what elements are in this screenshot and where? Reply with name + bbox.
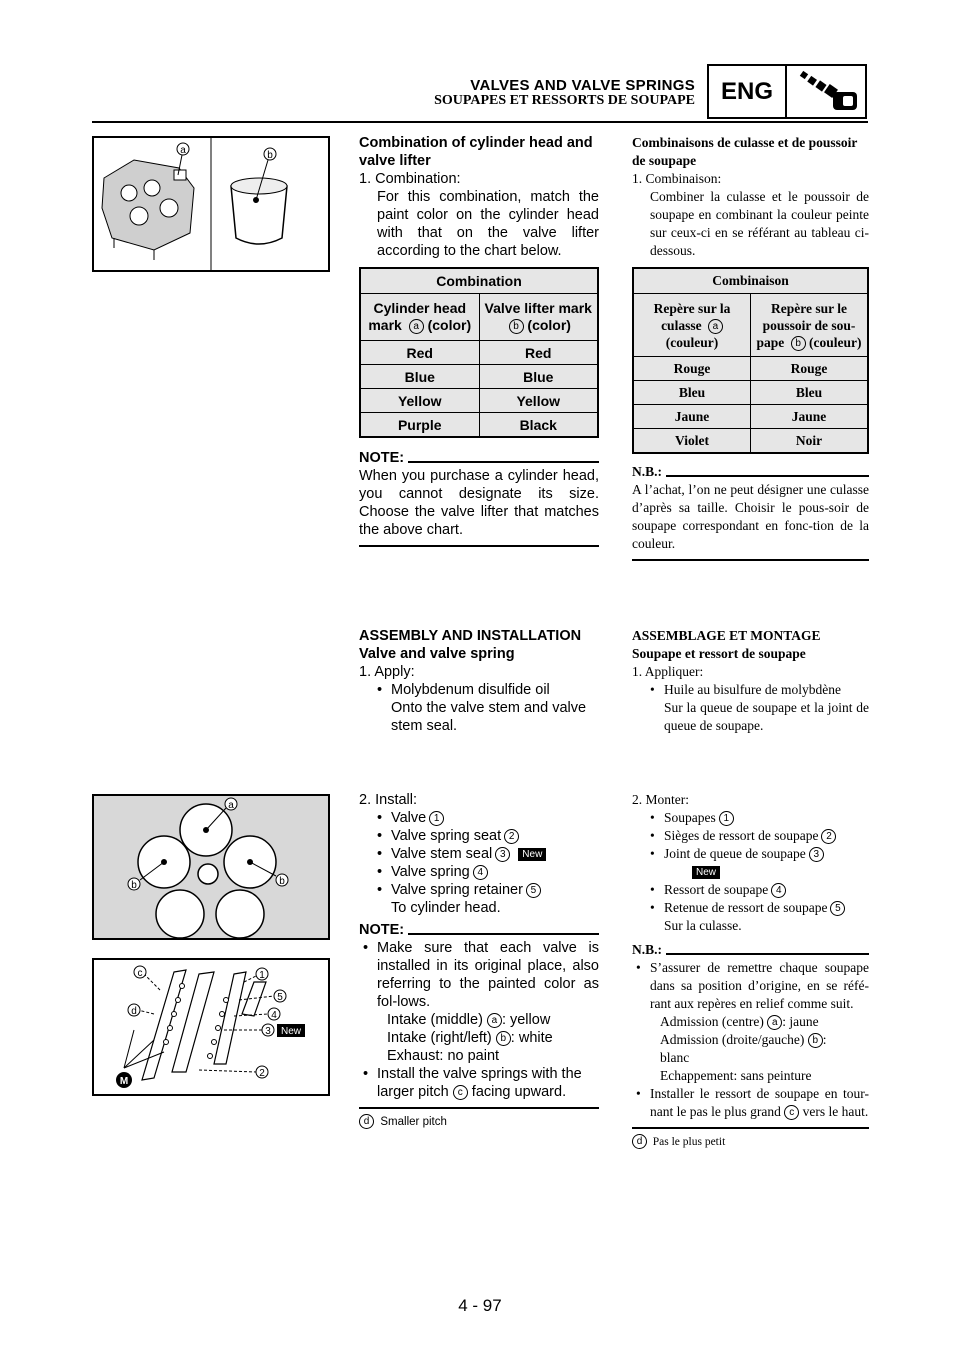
label-c: c <box>137 968 143 979</box>
new-badge: New <box>280 1026 302 1037</box>
assembly-step-fr: 1. Appliquer: <box>632 664 704 679</box>
combination-heading: Combination of cylinder head and valve lifter <box>359 135 593 169</box>
assembly-sub: Onto the valve stem and valve stem seal. <box>391 700 587 734</box>
table-cell: Noir <box>751 429 869 454</box>
note-title: NOTE: <box>359 450 405 466</box>
label-a: a <box>180 145 186 156</box>
assembly-bullet-fr: • Huile au bisulfure de molybdène <box>646 681 869 699</box>
install-item: • Valve spring seat 2 <box>373 827 599 845</box>
note-item: • Install the valve springs with the larger pitch c facing upward. <box>359 1065 599 1101</box>
combination-note-fr <box>632 463 869 561</box>
combination-step: 1. Combination: <box>359 171 461 187</box>
assembly-subheading: Valve and valve spring <box>359 646 515 662</box>
combination-table-fr <box>632 267 869 454</box>
note-item-fr: • Installer le ressort de soupape en tour-nant le pas le plus grand c vers le haut. <box>632 1085 869 1121</box>
note-title: NOTE: <box>359 922 405 938</box>
header-rule <box>92 121 868 123</box>
exhaust: Exhaust: no paint <box>387 1048 500 1064</box>
install-step-fr: 2. Monter: <box>632 792 689 807</box>
page-number: 4 - 97 <box>458 1296 502 1315</box>
install-item: • Valve spring 4 <box>373 863 599 881</box>
intake-middle-fr: Admission (centre) a : jaune <box>660 1014 819 1029</box>
intake-middle: Intake (middle) a : yellow <box>387 1012 551 1028</box>
combination-section-en <box>359 134 599 260</box>
white-fr: blanc <box>660 1050 690 1065</box>
legend-fr: d Pas le plus petit <box>632 1133 869 1151</box>
note-title-fr: N.B.: <box>632 464 662 479</box>
install-item: • Valve 1 <box>373 809 599 827</box>
table-cell: Rouge <box>633 357 751 381</box>
assembly-step: 1. Apply: <box>359 664 415 680</box>
table-cell: Black <box>479 413 598 438</box>
install-item-fr: • Retenue de ressort de soupape 5 <box>646 899 869 917</box>
new-badge: New <box>518 848 546 861</box>
moly-oil-icon: M <box>119 1076 129 1087</box>
table-header-culasse: Repère sur la culasse a (couleur) <box>633 294 751 357</box>
install-step: 2. Install: <box>359 792 418 808</box>
install-item-fr: • Sièges de ressort de soupape 2 <box>646 827 869 845</box>
cylinder-head-illustration <box>94 138 328 270</box>
label-a: a <box>228 800 234 811</box>
valve-seats-illustration <box>94 796 328 938</box>
table-cell: Yellow <box>360 389 479 413</box>
install-target-fr: Sur la culasse. <box>664 918 742 933</box>
install-item: • Valve stem seal 3 New <box>373 845 599 863</box>
header-title-en: VALVES AND VALVE SPRINGS <box>470 77 695 94</box>
label-2: 2 <box>259 1068 265 1079</box>
table-cell: Bleu <box>751 381 869 405</box>
install-item-fr: • Soupapes 1 <box>646 809 869 827</box>
table-cell: Purple <box>360 413 479 438</box>
label-d: d <box>131 1006 137 1017</box>
figure-cylinder-head-and-lifter <box>92 136 330 272</box>
label-3: 3 <box>265 1026 271 1037</box>
assembly-section-fr <box>632 627 869 735</box>
label-1: 1 <box>259 970 265 981</box>
table-header-lifter: Valve lifter mark b (color) <box>479 294 598 341</box>
label-b: b <box>131 880 137 891</box>
assembly-heading-fr: ASSEMBLAGE ET MONTAGE <box>632 628 821 643</box>
label-4: 4 <box>271 1010 277 1021</box>
table-cell: Bleu <box>633 381 751 405</box>
combination-text-fr: Combiner la culasse et le poussoir de soupape en combinant la couleur peinte sur ceux-ci en se référant au tableau ci-dessous. <box>650 189 869 258</box>
figure-valve-seats <box>92 794 330 940</box>
table-cell: Blue <box>360 365 479 389</box>
install-section-fr <box>632 791 869 1151</box>
table-title: Combination <box>360 268 598 294</box>
note-title-fr: N.B.: <box>632 942 662 957</box>
note-item-fr: • S’assurer de remettre chaque soupape dans sa position d’origine, en se réfé-rant aux repères en relief comme suit. <box>632 959 869 1013</box>
note-text: When you purchase a cylinder head, you cannot designate its size. Choose the valve lifter that matches the above chart. <box>359 468 599 538</box>
install-item-fr: • Ressort de soupape 4 <box>646 881 869 899</box>
assembly-heading: ASSEMBLY AND INSTALLATION <box>359 628 582 644</box>
assembly-bullet: • Molybdenum disulfide oil <box>373 681 599 699</box>
engine-badge-label: ENG <box>709 66 787 117</box>
install-target: To cylinder head. <box>391 900 501 916</box>
combination-heading-fr: Combinaisons de culasse et de poussoir de soupape <box>632 135 858 168</box>
new-badge: New <box>692 866 720 879</box>
assembly-subheading-fr: Soupape et ressort de soupape <box>632 646 806 661</box>
valve-assembly-illustration <box>94 960 328 1094</box>
combination-note-en <box>359 449 599 547</box>
label-b: b <box>267 150 273 161</box>
install-item-fr: • Joint de queue de soupape 3 New <box>646 845 869 881</box>
assembly-sub-fr: Sur la queue de soupape et la joint de queue de soupape. <box>664 700 869 733</box>
combination-section-fr <box>632 134 869 260</box>
header-badge <box>707 64 867 119</box>
table-cell: Rouge <box>751 357 869 381</box>
figure-valve-assembly <box>92 958 330 1096</box>
install-section-en <box>359 791 599 1131</box>
table-title-fr: Combinaison <box>633 268 868 294</box>
combination-step-fr: 1. Combinaison: <box>632 171 722 186</box>
label-b-right: b <box>279 876 285 887</box>
assembly-section-en <box>359 627 599 735</box>
install-item: • Valve spring retainer 5 <box>373 881 599 899</box>
table-cell: Violet <box>633 429 751 454</box>
label-5: 5 <box>277 992 283 1003</box>
engine-icon <box>787 66 865 117</box>
table-cell: Yellow <box>479 389 598 413</box>
note-item: • Make sure that each valve is installed in its original place, also referring to the painted color as fol-lows. <box>359 939 599 1011</box>
exhaust-fr: Echappement: sans peinture <box>660 1068 812 1083</box>
table-header-poussoir: Repère sur le poussoir de sou-pape b (couleur) <box>751 294 869 357</box>
note-text-fr: A l’achat, l’on ne peut désigner une culasse d’après sa taille. Choisir le pous-soir de soupape correspondant en fonc-tion de la couleur. <box>632 482 869 551</box>
table-cell: Red <box>479 341 598 365</box>
table-cell: Jaune <box>633 405 751 429</box>
intake-side: Intake (right/left) b : white <box>387 1030 553 1046</box>
table-header-cylinder: Cylinder head mark a (color) <box>360 294 479 341</box>
combination-text: For this combination, match the paint color on the cylinder head with that on the valve lifter according to the chart below. <box>377 189 599 259</box>
header-title-fr: SOUPAPES ET RESSORTS DE SOUPAPE <box>434 93 695 108</box>
table-cell: Jaune <box>751 405 869 429</box>
table-cell: Red <box>360 341 479 365</box>
intake-side-fr: Admission (droite/gauche) b : <box>660 1032 827 1047</box>
combination-table-en <box>359 267 599 438</box>
table-cell: Blue <box>479 365 598 389</box>
legend: d Smaller pitch <box>359 1113 599 1131</box>
